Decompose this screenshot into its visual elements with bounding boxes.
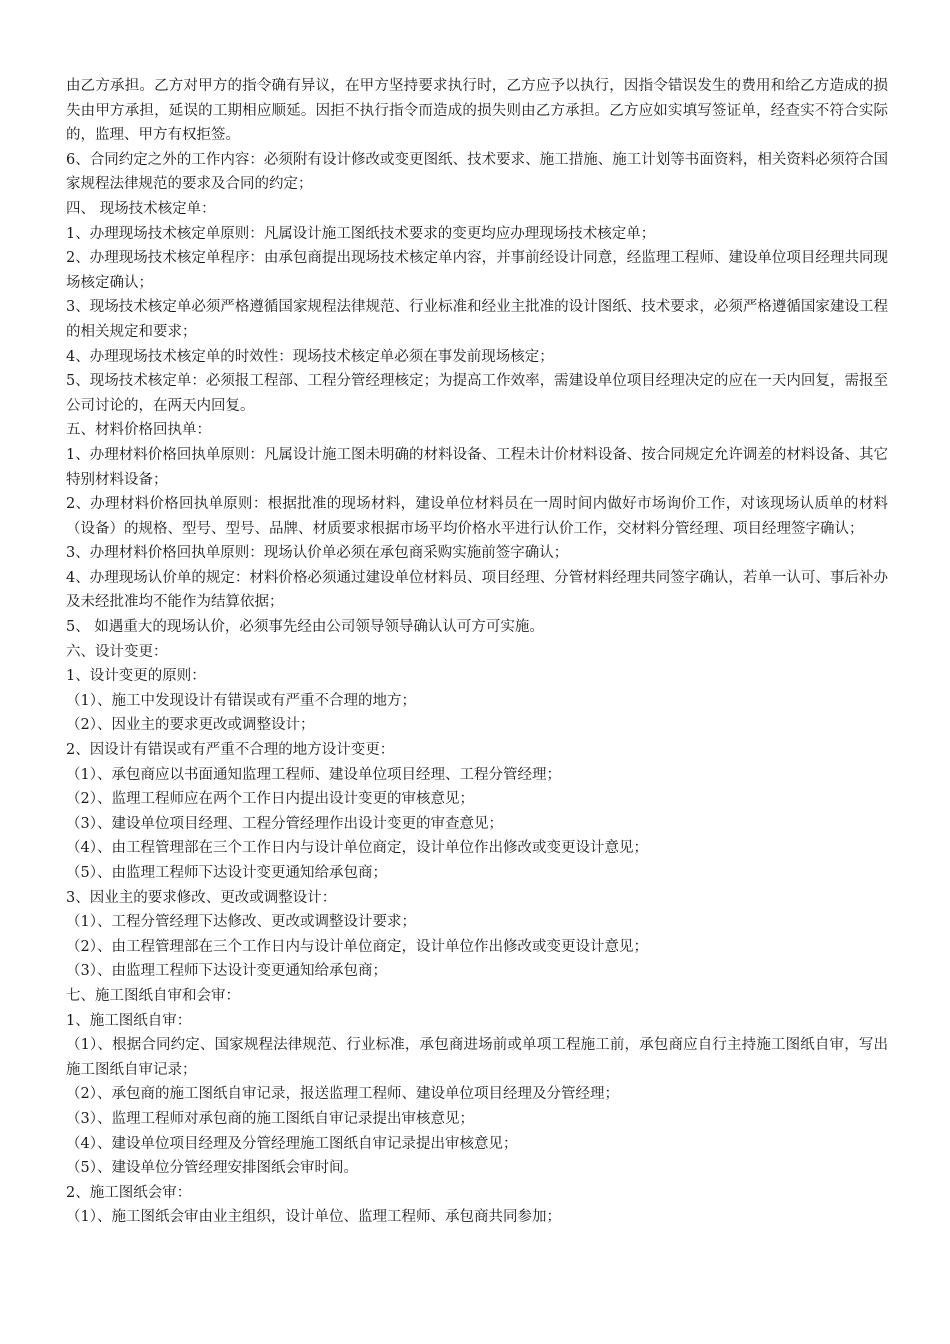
list-item: （2）、因业主的要求更改或调整设计； bbox=[66, 717, 315, 734]
paragraph: 2、施工图纸会审： bbox=[66, 1184, 192, 1201]
paragraph: 6、合同约定之外的工作内容：必须附有设计修改或变更图纸、技术要求、施工措施、施工计划等书面资料，相关资料必须符合国家规程法律规范的要求及合同的约定； bbox=[66, 151, 888, 193]
list-item: （3）、建设单位项目经理、工程分管经理作出设计变更的审查意见； bbox=[66, 815, 503, 832]
list-item: （2）、监理工程师应在两个工作日内提出设计变更的审核意见； bbox=[66, 791, 474, 808]
list-item: （5）、由监理工程师下达设计变更通知给承包商； bbox=[66, 865, 387, 881]
paragraph: 3、办理材料价格回执单原则：现场认价单必须在承包商采购实施前签字确认； bbox=[66, 545, 569, 562]
paragraph: 3、现场技术核定单必须严格遵循国家规程法律规范、行业标准和经业主批准的设计图纸、技术要求，必须严格遵循国家建设工程的相关规定和要求； bbox=[66, 299, 888, 340]
list-item: （1）、根据合同约定、国家规程法律规范、行业标准，承包商进场前或单项工程施工前，承包商应自行主持施工图纸自审，写出施工图纸自审记录； bbox=[66, 1037, 888, 1078]
paragraph: 由乙方承担。乙方对甲方的指令确有异议，在甲方坚持要求执行时，乙方应予以执行，因指令错误发生的费用和给乙方造成的损失由甲方承担，延误的工期相应顺延。因拒不执行指令而造成的损失则由乙方承担。乙方应如实填写签证单，经查实不符合实际的，监理、甲方有权拒签。 bbox=[66, 78, 888, 144]
section-heading: 六、设计变更： bbox=[66, 643, 168, 660]
paragraph: 1、施工图纸自审： bbox=[66, 1012, 192, 1029]
section-heading: 七、施工图纸自审和会审： bbox=[66, 987, 240, 1004]
list-item: （2）、承包商的施工图纸自审记录，报送监理工程师、建设单位项目经理及分管经理； bbox=[66, 1086, 619, 1103]
paragraph: 2、办理现场技术核定单程序：由承包商提出现场技术核定单内容，并事前经设计同意，经监理工程师、建设单位项目经理共同现场核定确认； bbox=[66, 250, 888, 291]
section-heading: 五、材料价格回执单： bbox=[66, 422, 211, 439]
paragraph: 2、办理材料价格回执单原则：根据批准的现场材料，建设单位材料员在一周时间内做好市场询价工作，对该现场认质单的材料（设备）的规格、型号、型号、品牌、材质要求根据市场平均价格水平进行认价工作，交材料分管经理、项目经理签字确认； bbox=[66, 496, 888, 537]
list-item: （1）、施工中发现设计有错误或有严重不合理的地方； bbox=[66, 692, 416, 709]
paragraph: 4、办理现场技术核定单的时效性：现场技术核定单必须在事发前现场核定； bbox=[66, 348, 554, 365]
paragraph: 1、办理现场技术核定单原则：凡属设计施工图纸技术要求的变更均应办理现场技术核定单； bbox=[66, 225, 656, 242]
list-item: （3）、由监理工程师下达设计变更通知给承包商； bbox=[66, 963, 387, 980]
list-item: （1）、施工图纸会审由业主组织，设计单位、监理工程师、承包商共同参加； bbox=[66, 1209, 561, 1226]
paragraph: 2、因设计有错误或有严重不合理的地方设计变更： bbox=[66, 742, 395, 759]
paragraph: 4、办理现场认价单的规定：材料价格必须通过建设单位材料员、项目经理、分管材料经理共同签字确认，若单一认可、事后补办及未经批准均不能作为结算依据； bbox=[66, 569, 888, 611]
list-item: （5）、建设单位分管经理安排图纸会审时间。 bbox=[66, 1160, 358, 1177]
list-item: （3）、监理工程师对承包商的施工图纸自审记录提出审核意见； bbox=[66, 1110, 474, 1127]
paragraph: 1、办理材料价格回执单原则：凡属设计施工图未明确的材料设备、工程未计价材料设备、按合同规定允许调差的材料设备、其它特别材料设备； bbox=[66, 446, 888, 488]
list-item: （1）、工程分管经理下达修改、更改或调整设计要求； bbox=[66, 914, 416, 931]
list-item: （2）、由工程管理部在三个工作日内与设计单位商定，设计单位作出修改或变更设计意见； bbox=[66, 938, 648, 955]
list-item: （4）、由工程管理部在三个工作日内与设计单位商定，设计单位作出修改或变更设计意见； bbox=[66, 840, 648, 857]
paragraph: 1、设计变更的原则： bbox=[66, 668, 206, 685]
section-heading: 四、 现场技术核定单： bbox=[66, 200, 216, 217]
list-item: （4）、建设单位项目经理及分管经理施工图纸自审记录提出审核意见； bbox=[66, 1135, 518, 1152]
paragraph: 3、因业主的要求修改、更改或调整设计： bbox=[66, 889, 337, 906]
list-item: （1）、承包商应以书面通知监理工程师、建设单位项目经理、工程分管经理； bbox=[66, 766, 561, 783]
document-page bbox=[66, 74, 888, 1230]
paragraph: 5、现场技术核定单：必须报工程部、工程分管经理核定；为提高工作效率，需建设单位项目经理决定的应在一天内回复，需报至公司讨论的，在两天内回复。 bbox=[66, 373, 888, 414]
paragraph: 5、 如遇重大的现场认价，必须事先经由公司领导领导确认认可方可实施。 bbox=[66, 619, 544, 636]
